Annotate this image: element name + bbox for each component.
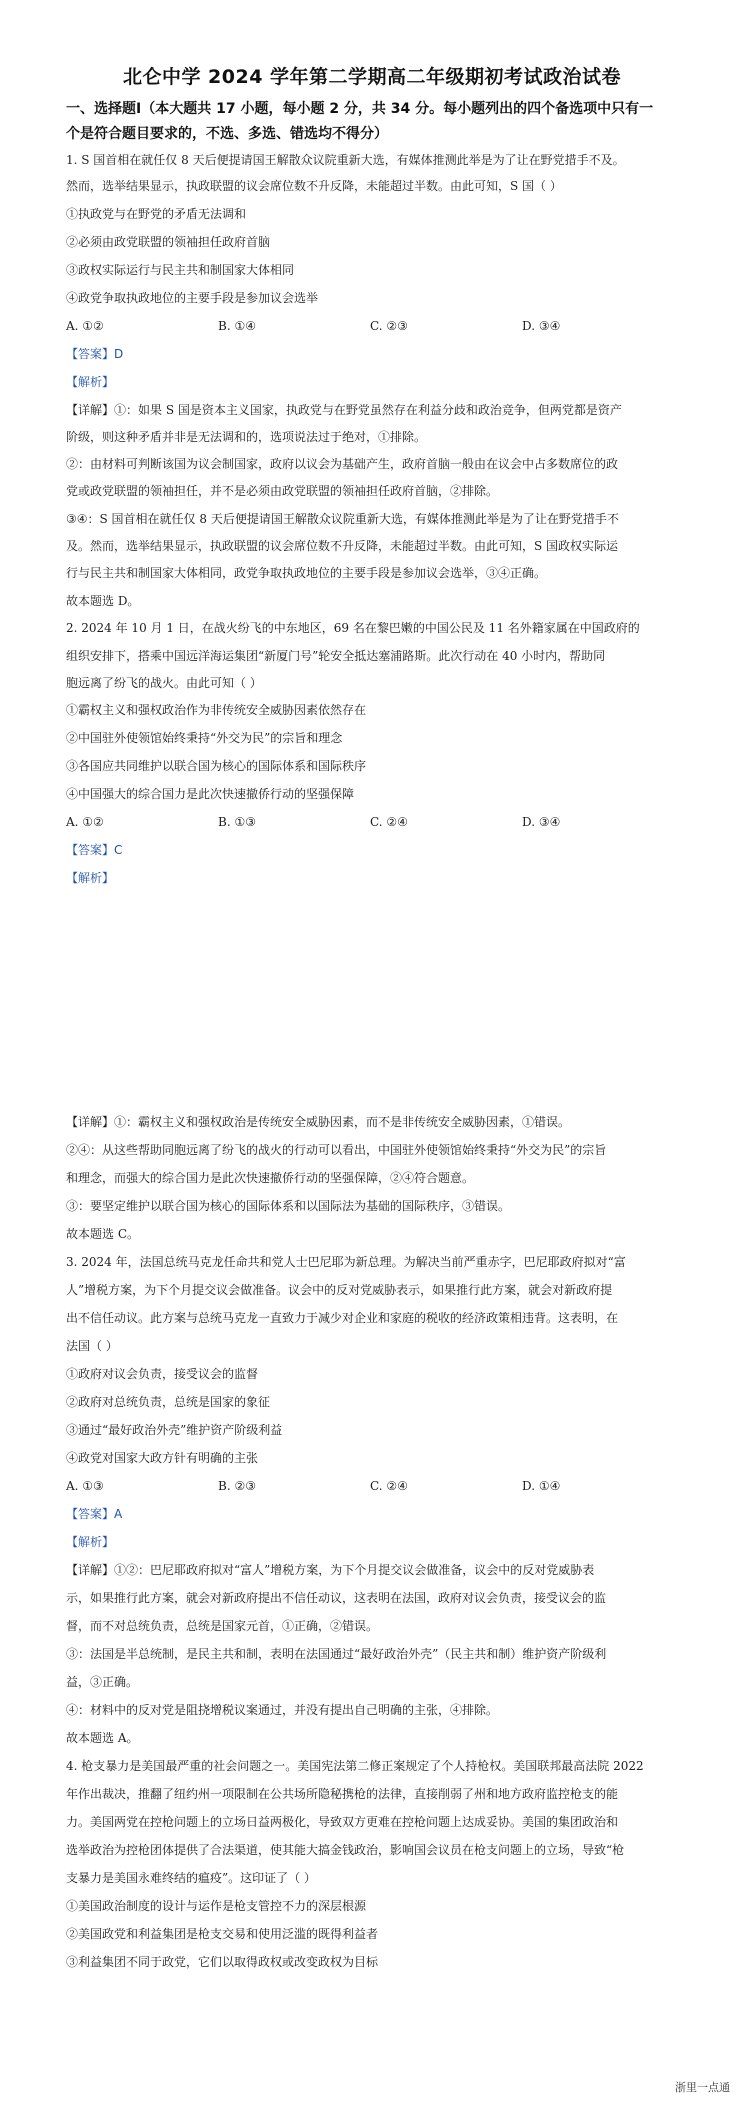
q2-answer: 【答案】C [66, 843, 123, 857]
q3-choice-c: C. ②④ [370, 1479, 408, 1493]
q4-stem-line-1: 4. 枪支暴力是美国最严重的社会问题之一。美国宪法第二修正案规定了个人持枪权。美国联邦最高法院 2022 [66, 1759, 644, 1773]
q4-stem-line-2: 年作出裁决，推翻了纽约州一项限制在公共场所隐秘携枪的法律，直接削弱了州和地方政府监控枪支的能 [66, 1787, 619, 1801]
q3-detail-line-7: 故本题选 A。 [66, 1731, 139, 1745]
q2-choice-b: B. ①③ [218, 815, 256, 829]
q1-stem-line-2: 然而，选举结果显示，执政联盟的议会席位数不升反降，未能超过半数。由此可知，S 国（ ） [66, 179, 562, 193]
q1-detail-line-7: 行与民主共和制国家大体相同，政党争取执政地位的主要手段是参加议会选举，③④正确。 [66, 566, 547, 580]
q1-analysis-label: 【解析】 [66, 375, 115, 389]
q2-choice-d: D. ③④ [522, 815, 561, 829]
q3-choice-b: B. ②③ [218, 1479, 256, 1493]
q2-detail-line-4: ③：要坚定维护以联合国为核心的国际体系和以国际法为基础的国际秩序，③错误。 [66, 1199, 511, 1213]
q2-detail-line-3: 和理念，而强大的综合国力是此次快速撤侨行动的坚强保障，②④符合题意。 [66, 1171, 475, 1185]
q4-option-3: ③利益集团不同于政党，它们以取得政权或改变政权为目标 [66, 1955, 379, 1969]
q1-detail-line-3: ②：由材料可判断该国为议会制国家，政府以议会为基础产生，政府首脑一般由在议会中占多数席位的政 [66, 457, 619, 471]
q2-detail-line-5: 故本题选 C。 [66, 1227, 139, 1241]
q1-detail-line-5: ③④：S 国首相在就任仅 8 天后便提请国王解散众议院重新大选，有媒体推测此举是为了让在野党措手不 [66, 512, 619, 526]
q1-detail-line-2: 阶级，则这种矛盾并非是无法调和的，选项说法过于绝对，①排除。 [66, 430, 427, 444]
q1-detail-line-8: 故本题选 D。 [66, 594, 140, 608]
q3-option-2: ②政府对总统负责，总统是国家的象征 [66, 1395, 271, 1409]
q2-analysis-label: 【解析】 [66, 871, 115, 885]
q1-choice-b: B. ①④ [218, 319, 256, 333]
q1-option-3: ③政权实际运行与民主共和制国家大体相同 [66, 263, 295, 277]
q3-detail-line-5: 益，③正确。 [66, 1675, 139, 1689]
q3-stem-line-1: 3. 2024 年，法国总统马克龙任命共和党人士巴尼耶为新总理。为解决当前严重赤字，巴尼耶政府拟对“富 [66, 1255, 626, 1269]
section-heading [66, 97, 686, 147]
q1-option-2: ②必须由政党联盟的领袖担任政府首脑 [66, 235, 271, 249]
q4-option-1: ①美国政治制度的设计与运作是枪支管控不力的深层根源 [66, 1899, 367, 1913]
q3-analysis-label: 【解析】 [66, 1535, 115, 1549]
q2-detail-line-2: ②④：从这些帮助同胞远离了纷飞的战火的行动可以看出，中国驻外使领馆始终秉持“外交为民”的宗旨 [66, 1143, 607, 1157]
q1-choice-a: A. ①② [66, 319, 104, 333]
q3-detail-line-1: 【详解】①②：巴尼耶政府拟对“富人”增税方案，为下个月提交议会做准备，议会中的反对党威胁表 [66, 1563, 595, 1577]
q3-stem-line-2: 人”增税方案，为下个月提交议会做准备。议会中的反对党威胁表示，如果推行此方案，就会对新政府提 [66, 1283, 613, 1297]
q3-stem-line-3: 出不信任动议。此方案与总统马克龙一直致力于减少对企业和家庭的税收的经济政策相违背。这表明，在 [66, 1311, 619, 1325]
q4-stem-line-5: 支暴力是美国永难终结的瘟疫”。这印证了（ ） [66, 1871, 316, 1885]
q3-detail-line-2: 示，如果推行此方案，就会对新政府提出不信任动议，这表明在法国，政府对议会负责，接受议会的监 [66, 1591, 607, 1605]
q3-stem-line-4: 法国（ ） [66, 1339, 118, 1353]
q1-option-4: ④政党争取执政地位的主要手段是参加议会选举 [66, 291, 319, 305]
exam-title: 北仑中学 2024 学年第二学期高二年级期初考试政治试卷 [122, 66, 622, 88]
q3-choice-a: A. ①③ [66, 1479, 104, 1493]
q3-detail-line-3: 督，而不对总统负责，总统是国家元首，①正确，②错误。 [66, 1619, 379, 1633]
q2-choice-c: C. ②④ [370, 815, 408, 829]
q1-option-1: ①执政党与在野党的矛盾无法调和 [66, 207, 247, 221]
q2-option-4: ④中国强大的综合国力是此次快速撤侨行动的坚强保障 [66, 787, 355, 801]
q1-detail-line-6: 及。然而，选举结果显示，执政联盟的议会席位数不升反降，未能超过半数。由此可知，S 国政权实际运 [66, 539, 619, 553]
q3-detail-line-4: ③：法国是半总统制，是民主共和制，表明在法国通过“最好政治外壳”（民主共和制）维护资产阶级利 [66, 1647, 607, 1661]
q1-choice-c: C. ②③ [370, 319, 408, 333]
q1-answer: 【答案】D [66, 347, 124, 361]
q2-choice-a: A. ①② [66, 815, 104, 829]
q3-choice-d: D. ①④ [522, 1479, 561, 1493]
q2-option-1: ①霸权主义和强权政治作为非传统安全威胁因素依然存在 [66, 703, 367, 717]
q1-choice-d: D. ③④ [522, 319, 561, 333]
q1-detail-line-4: 党或政党联盟的领袖担任，并不是必须由政党联盟的领袖担任政府首脑，②排除。 [66, 484, 499, 498]
q3-option-4: ④政党对国家大政方针有明确的主张 [66, 1451, 259, 1465]
q2-stem-line-2: 组织安排下，搭乘中国远洋海运集团“新厦门号”轮安全抵达塞浦路斯。此次行动在 40 小时内，帮助同 [66, 649, 606, 663]
q4-stem-line-4: 选举政治为控枪团体提供了合法渠道，使其能大搞金钱政治，影响国会议员在枪支问题上的立场，导致“枪 [66, 1843, 625, 1857]
q1-stem-line-1: 1. S 国首相在就任仅 8 天后便提请国王解散众议院重新大选，有媒体推测此举是为了让在野党措手不及。 [66, 153, 625, 167]
q2-detail-line-1: 【详解】①：霸权主义和强权政治是传统安全威胁因素，而不是非传统安全威胁因素，①错误。 [66, 1115, 571, 1129]
q4-stem-line-3: 力。美国两党在控枪问题上的立场日益两极化，导致双方更难在控枪问题上达成妥协。美国的集团政治和 [66, 1815, 619, 1829]
footer-watermark: 浙里一点通 [675, 2081, 730, 2094]
section-heading-line-1: 一、选择题Ⅰ（本大题共 17 小题，每小题 2 分，共 34 分。每小题列出的四个备选项中只有一 [66, 101, 654, 117]
q3-option-3: ③通过“最好政治外壳”维护资产阶级利益 [66, 1423, 283, 1437]
q3-option-1: ①政府对议会负责，接受议会的监督 [66, 1367, 259, 1381]
section-heading-line-2: 个是符合题目要求的，不选、多选、错选均不得分） [66, 126, 388, 142]
q4-option-2: ②美国政党和利益集团是枪支交易和使用泛滥的既得利益者 [66, 1927, 379, 1941]
q3-answer: 【答案】A [66, 1507, 123, 1521]
q3-detail-line-6: ④：材料中的反对党是阻挠增税议案通过，并没有提出自己明确的主张，④排除。 [66, 1703, 499, 1717]
q2-option-2: ②中国驻外使领馆始终秉持“外交为民”的宗旨和理念 [66, 731, 343, 745]
q2-stem-line-1: 2. 2024 年 10 月 1 日，在战火纷飞的中东地区，69 名在黎巴嫩的中国公民及 11 名外籍家属在中国政府的 [66, 621, 640, 635]
q2-stem-line-3: 胞远离了纷飞的战火。由此可知（ ） [66, 676, 262, 690]
q2-option-3: ③各国应共同维护以联合国为核心的国际体系和国际秩序 [66, 759, 367, 773]
q1-detail-line-1: 【详解】①：如果 S 国是资本主义国家，执政党与在野党虽然存在利益分歧和政治竞争，但两党都是资产 [66, 403, 622, 417]
